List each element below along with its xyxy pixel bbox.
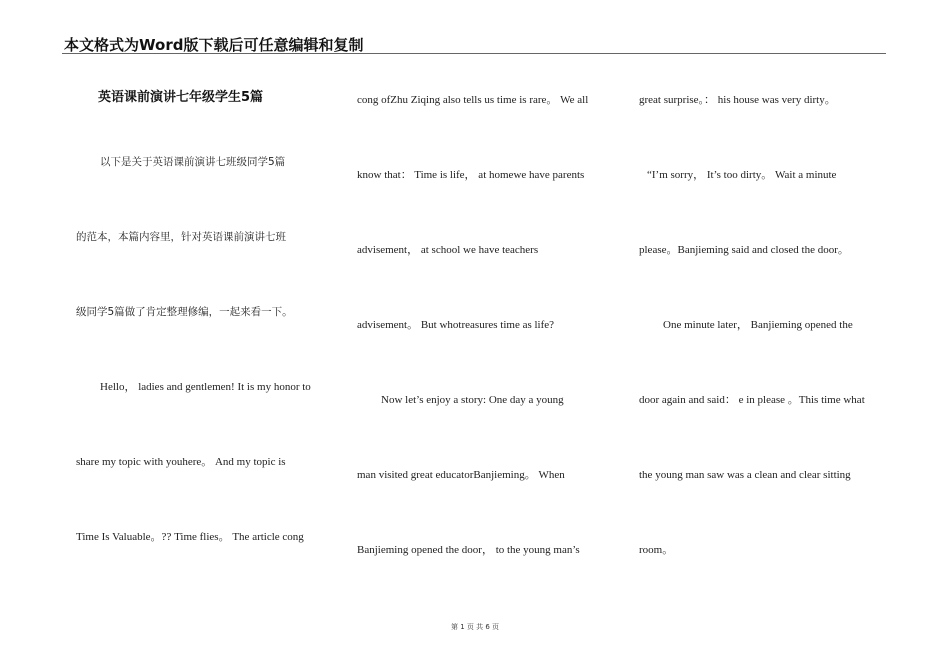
header-title: 本文格式为Word版下载后可任意编辑和复制: [64, 36, 364, 54]
text-line: please。Banjieming said and closed the door。: [639, 244, 849, 256]
article-title: 英语课前演讲七年级学生5篇: [98, 90, 264, 105]
text-column-3: [639, 0, 889, 672]
text-line: 以下是关于英语课前演讲七班级同学5篇: [100, 156, 286, 168]
text-line: 级同学5篇做了肯定整理修编，一起来看一下。: [76, 306, 293, 318]
text-line: Time Is Valuable。?? Time flies。 The article cong: [76, 531, 304, 543]
page-number: 第 1 页 共 6 页: [450, 623, 500, 631]
text-line: share my topic with youhere。 And my topic is: [76, 456, 286, 468]
text-line: advisement。 But whotreasures time as life?: [357, 319, 555, 331]
text-line: the young man saw was a clean and clear sitting: [639, 469, 851, 481]
text-line: man visited great educatorBanjieming。 When: [357, 469, 565, 481]
text-column-2: [357, 0, 622, 672]
text-line: room。: [639, 544, 674, 556]
text-line: great surprise。： his house was very dirty。: [639, 94, 836, 106]
text-line: “I’m sorry， It’s too dirty。 Wait a minute: [647, 169, 837, 181]
text-column-1: [76, 0, 336, 672]
text-line: cong ofZhu Ziqing also tells us time is rare。 We all: [357, 94, 589, 106]
text-line: One minute later， Banjieming opened the: [663, 319, 853, 331]
text-line: door again and said： e in please 。This time what: [639, 394, 865, 406]
text-line: Banjieming opened the door， to the young man’s: [357, 544, 580, 556]
text-line: 的范本，本篇内容里，针对英语课前演讲七班: [76, 231, 286, 243]
text-line: know that： Time is life， at homewe have parents: [357, 169, 585, 181]
text-line: Hello， ladies and gentlemen! It is my honor to: [100, 381, 311, 393]
text-line: Now let’s enjoy a story: One day a young: [381, 394, 564, 406]
text-line: advisement， at school we have teachers: [357, 244, 539, 256]
